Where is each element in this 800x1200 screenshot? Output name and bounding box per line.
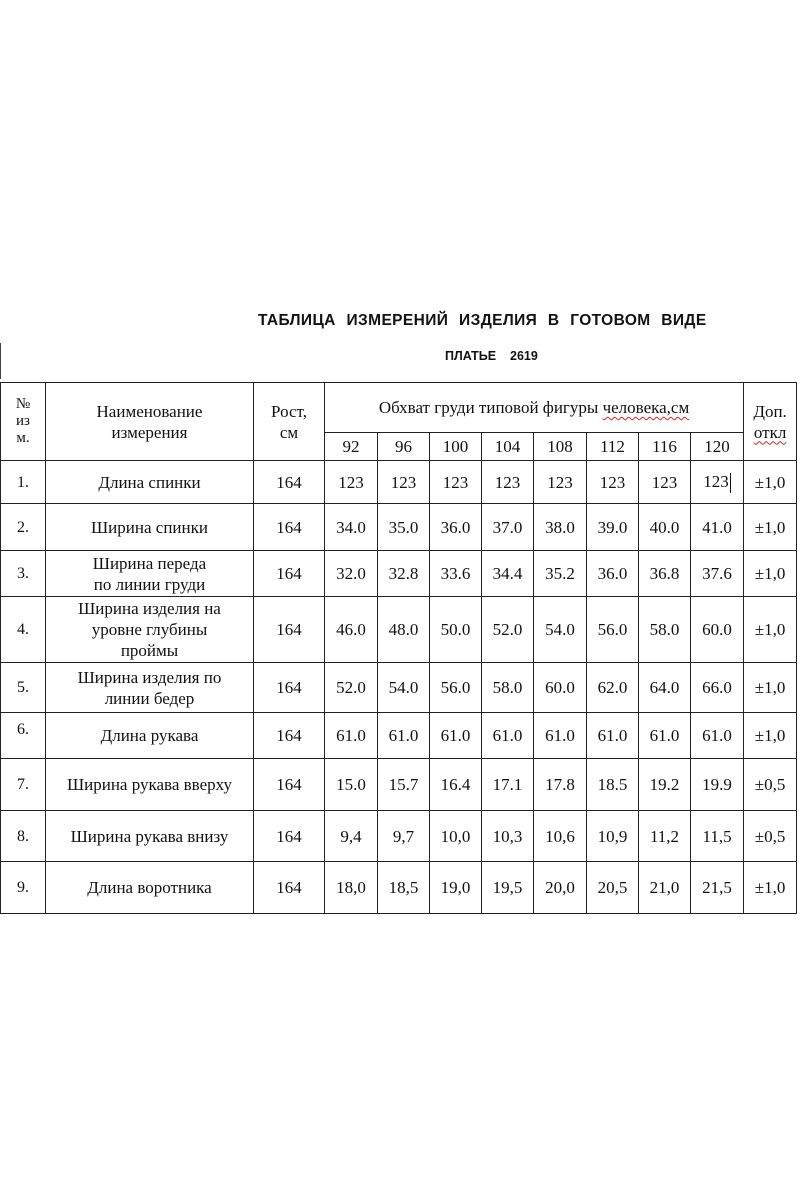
size-value-cell: 10,3 [482,811,534,862]
measurement-name-line: проймы [120,641,179,660]
size-value-cell: 34.4 [482,551,534,597]
size-value-cell: 16.4 [430,759,482,811]
tolerance-value: ±1,0 [744,461,797,504]
size-value-cell: 36.0 [587,551,639,597]
row-number: 3. [1,551,46,597]
size-value-cell: 18,0 [325,862,378,914]
row-number: 2. [1,504,46,551]
measurement-name-line: по линии груди [93,574,206,594]
document-title: ТАБЛИЦА ИЗМЕРЕНИЙ ИЗДЕЛИЯ В ГОТОВОМ ВИДЕ [258,312,707,329]
header-measurement-name: Наименование измерения [46,383,254,461]
size-value-cell: 61.0 [691,713,744,759]
height-value: 164 [254,504,325,551]
size-value-cell: 123 [325,461,378,504]
size-value-cell: 9,4 [325,811,378,862]
size-header-cell: 120 [691,433,744,461]
size-value-cell: 41.0 [691,504,744,551]
size-value-cell: 54.0 [534,597,587,663]
table-row [1,759,797,811]
tolerance-value: ±1,0 [744,551,797,597]
height-value: 164 [254,597,325,663]
measurement-name-line: Ширина изделия на [78,599,221,618]
size-value-cell [691,461,744,504]
size-value-cell: 37.6 [691,551,744,597]
measurement-name-line: Ширина рукава внизу [70,826,229,846]
table-row [1,663,797,713]
size-value-cell: 60.0 [691,597,744,663]
size-header-cell: 100 [430,433,482,461]
measurement-name-line: Ширина рукава вверху [66,775,232,794]
size-value-cell: 58.0 [482,663,534,713]
measurement-name-line: Длина воротника [87,878,212,897]
tolerance-value: ±0,5 [744,811,797,862]
measurement-name [46,811,254,862]
measurement-name-line: Длина рукава [100,726,199,745]
size-value-cell: 21,5 [691,862,744,914]
size-value-cell: 20,0 [534,862,587,914]
height-value: 164 [254,713,325,759]
row-number: 5. [1,663,46,713]
measurement-name [46,862,254,914]
size-value-cell: 61.0 [587,713,639,759]
row-number: 7. [1,759,46,811]
header-chest-girth: Обхват груди типовой фигуры человека,см [325,383,744,433]
tolerance-value: ±1,0 [744,862,797,914]
size-value-cell: 34.0 [325,504,378,551]
header-number: № из м. [1,383,46,461]
text-cursor [730,473,731,493]
size-value-cell: 17.8 [534,759,587,811]
measurement-name-line: Длина спинки [98,472,201,492]
size-value-cell: 50.0 [430,597,482,663]
measurement-name [46,597,254,663]
measurement-name [46,663,254,713]
size-value-cell: 123 [639,461,691,504]
header-tolerance: Доп. откл [744,383,797,461]
size-value-cell: 61.0 [639,713,691,759]
size-value-cell: 37.0 [482,504,534,551]
tolerance-value: ±1,0 [744,504,797,551]
table-row [1,811,797,862]
measurement-table [0,382,797,914]
size-value-cell: 19.9 [691,759,744,811]
height-value: 164 [254,759,325,811]
measurement-name-line: уровне глубины [91,620,208,639]
size-value-cell: 60.0 [534,663,587,713]
header-row [1,383,797,433]
size-value: 123 [703,471,729,491]
size-value-cell: 10,9 [587,811,639,862]
table-row [1,862,797,914]
height-value: 164 [254,811,325,862]
size-value-cell: 38.0 [534,504,587,551]
size-value-cell: 52.0 [482,597,534,663]
row-number: 6. [1,713,46,759]
size-value-cell: 9,7 [378,811,430,862]
measurement-name-line: Ширина спинки [91,517,208,537]
size-value-cell: 64.0 [639,663,691,713]
table-row [1,597,797,663]
size-value-cell: 61.0 [325,713,378,759]
table-row [1,551,797,597]
size-value-cell: 123 [534,461,587,504]
size-header-cell: 108 [534,433,587,461]
size-value-cell: 58.0 [639,597,691,663]
size-value-cell: 56.0 [587,597,639,663]
size-value-cell: 19,5 [482,862,534,914]
size-header-cell: 104 [482,433,534,461]
height-value: 164 [254,663,325,713]
measurement-name [46,504,254,551]
size-value-cell: 18.5 [587,759,639,811]
size-value-cell: 32.8 [378,551,430,597]
size-value-cell: 35.0 [378,504,430,551]
size-value-cell: 61.0 [534,713,587,759]
size-value-cell: 10,0 [430,811,482,862]
table-row [1,504,797,551]
size-value-cell: 61.0 [378,713,430,759]
table-row [1,461,797,504]
size-header-cell: 96 [378,433,430,461]
size-value-cell: 66.0 [691,663,744,713]
row-number: 1. [1,461,46,504]
size-value-cell: 48.0 [378,597,430,663]
size-value-cell: 33.6 [430,551,482,597]
measurement-name-line: линии бедер [104,688,195,708]
size-value-cell: 123 [430,461,482,504]
size-value-cell: 62.0 [587,663,639,713]
size-value-cell: 20,5 [587,862,639,914]
size-value-cell: 36.8 [639,551,691,597]
size-value-cell: 19,0 [430,862,482,914]
size-header-cell: 116 [639,433,691,461]
size-value-cell: 123 [482,461,534,504]
tolerance-value: ±0,5 [744,759,797,811]
tolerance-value: ±1,0 [744,663,797,713]
measurement-name [46,713,254,759]
size-header-cell: 92 [325,433,378,461]
size-value-cell: 61.0 [482,713,534,759]
tolerance-value: ±1,0 [744,597,797,663]
size-value-cell: 35.2 [534,551,587,597]
tolerance-value: ±1,0 [744,713,797,759]
size-value-cell: 39.0 [587,504,639,551]
measurement-name [46,461,254,504]
size-value-cell: 11,2 [639,811,691,862]
row-number: 4. [1,597,46,663]
size-value-cell: 52.0 [325,663,378,713]
size-header-cell: 112 [587,433,639,461]
size-value-cell: 15.0 [325,759,378,811]
height-value: 164 [254,551,325,597]
size-value-cell: 17.1 [482,759,534,811]
size-value-cell: 61.0 [430,713,482,759]
size-value-cell: 18,5 [378,862,430,914]
table-row [1,713,797,759]
size-value-cell: 19.2 [639,759,691,811]
size-value-cell: 56.0 [430,663,482,713]
product-subtitle: ПЛАТЬЕ 2619 [445,349,538,363]
measurement-name [46,759,254,811]
size-value-cell: 46.0 [325,597,378,663]
size-value-cell: 40.0 [639,504,691,551]
height-value: 164 [254,862,325,914]
measurement-name [46,551,254,597]
row-number: 8. [1,811,46,862]
page-margin-mark [0,343,1,379]
size-value-cell: 32.0 [325,551,378,597]
size-value-cell: 123 [587,461,639,504]
size-value-cell: 11,5 [691,811,744,862]
size-value-cell: 123 [378,461,430,504]
size-value-cell: 54.0 [378,663,430,713]
measurement-name-line: Ширина переда [92,553,207,573]
measurement-name-line: Ширина изделия по [77,667,222,687]
size-value-cell: 10,6 [534,811,587,862]
size-value-cell: 36.0 [430,504,482,551]
height-value: 164 [254,461,325,504]
header-height: Рост, см [254,383,325,461]
row-number: 9. [1,862,46,914]
size-value-cell: 21,0 [639,862,691,914]
size-value-cell: 15.7 [378,759,430,811]
